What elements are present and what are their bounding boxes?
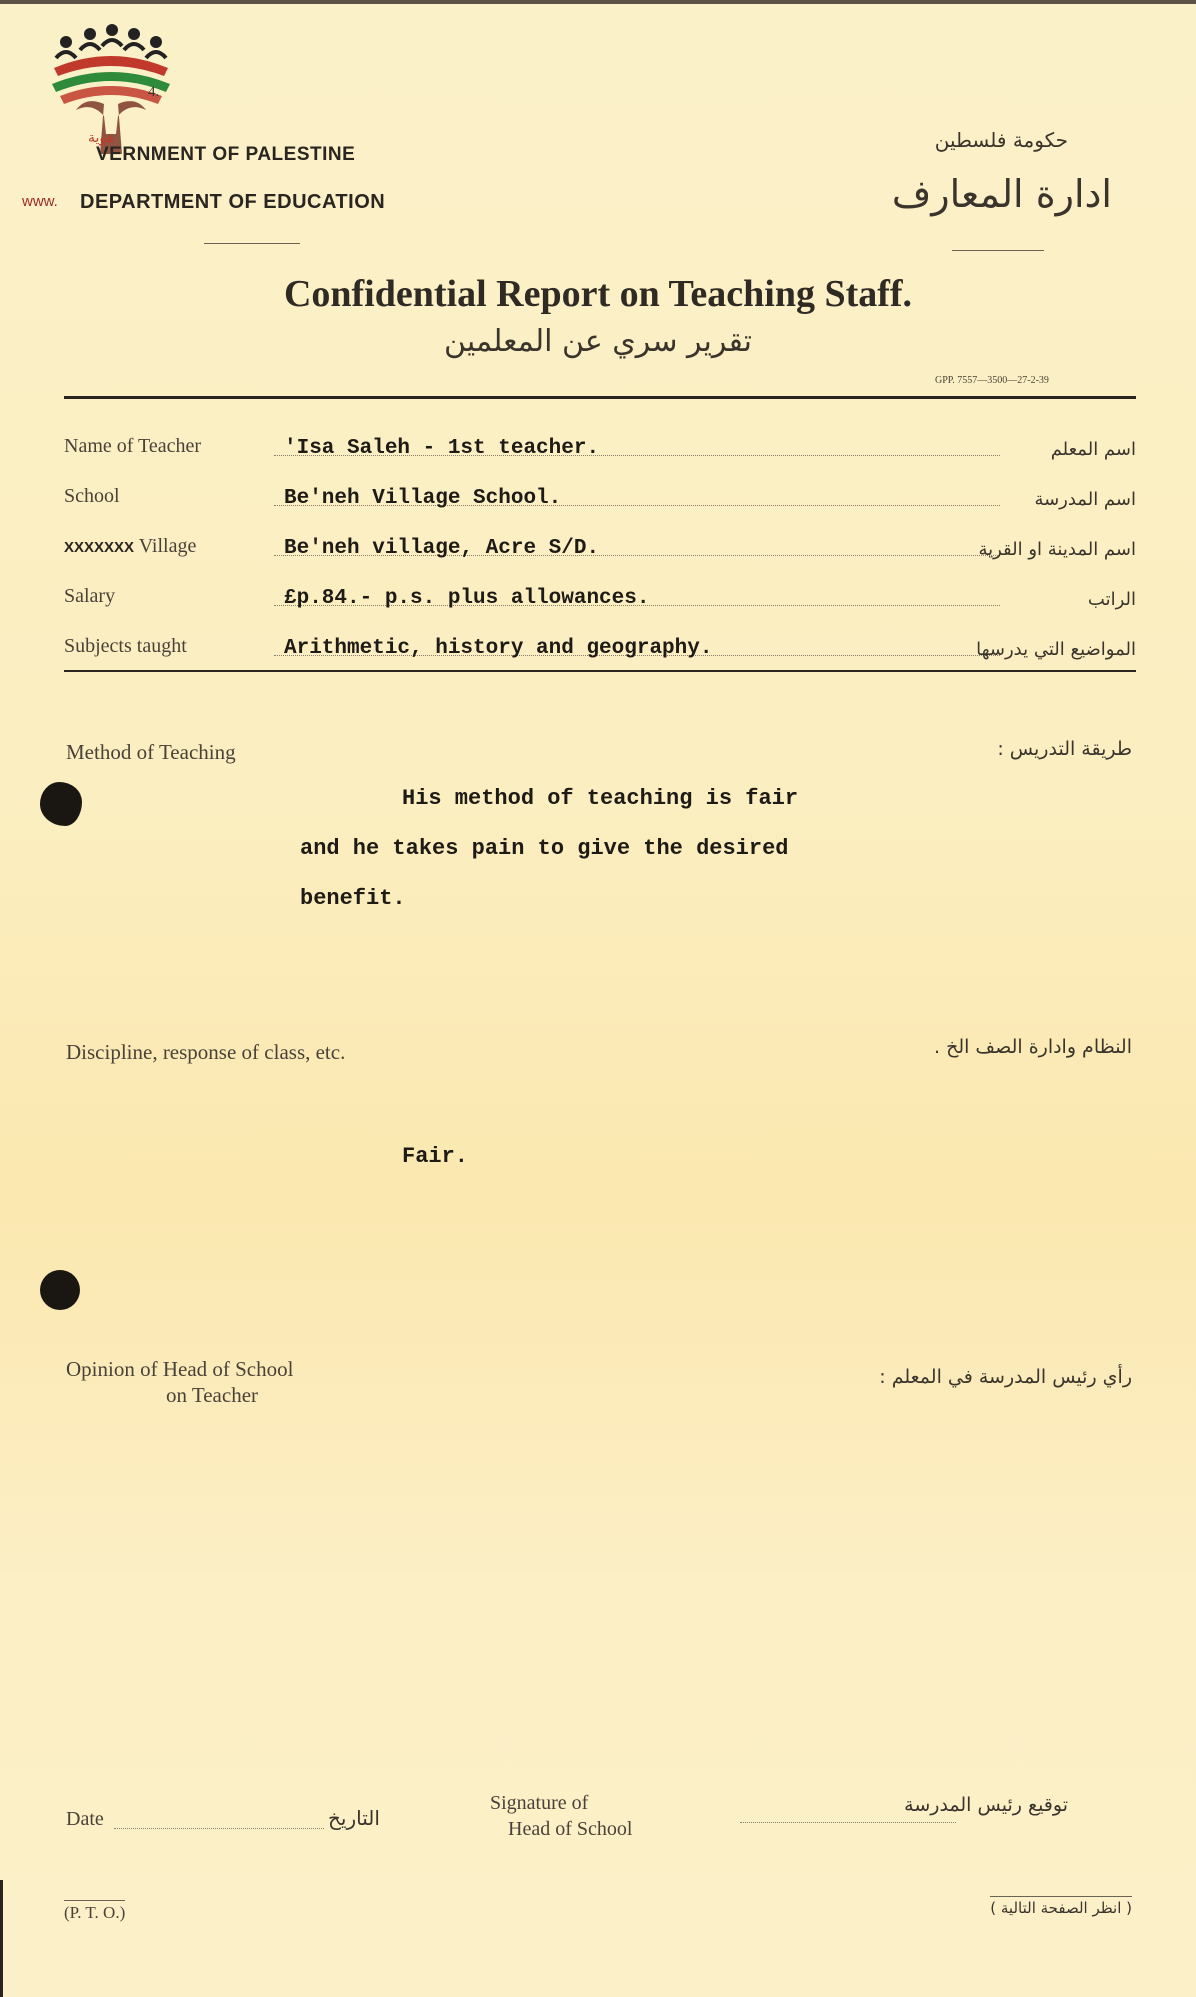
punch-hole-icon	[40, 1270, 80, 1310]
field-label-en	[64, 485, 120, 508]
field-label-text: Subjects taught	[64, 635, 187, 657]
opinion-label-en	[66, 1356, 293, 1408]
date-label-ar: التاريخ	[328, 1806, 380, 1830]
field-label-ar: اسم المعلم	[1050, 439, 1136, 460]
ink-blot-icon	[40, 782, 82, 826]
field-label-ar: اسم المدينة او القرية	[978, 539, 1136, 560]
method-line-3: benefit.	[300, 886, 406, 911]
struck-out-text: XXXXXXX	[64, 539, 135, 556]
field-value: Be'neh Village School.	[284, 487, 562, 510]
fields-top-rule	[64, 396, 1136, 399]
method-line-1: His method of teaching is fair	[402, 786, 799, 811]
field-label-en	[64, 635, 187, 658]
field-row-salary	[64, 578, 1136, 614]
svg-text:هوية: هوية	[88, 130, 115, 146]
field-label-ar: الراتب	[1087, 589, 1136, 610]
discipline-label-en: Discipline, response of class, etc.	[66, 1040, 346, 1064]
report-title-en: Confidential Report on Teaching Staff.	[283, 273, 913, 315]
date-dotted-line	[114, 1828, 324, 1829]
field-label-en	[64, 435, 201, 458]
field-value: 'Isa Saleh - 1st teacher.	[284, 437, 600, 460]
field-row-teacher	[64, 428, 1136, 464]
discipline-value: Fair.	[402, 1144, 469, 1169]
method-label-ar: طريقة التدريس :	[997, 738, 1132, 760]
government-title-ar: حكومة فلسطين	[934, 128, 1068, 152]
field-row-subjects	[64, 628, 1136, 664]
report-title-ar: تقرير سري عن المعلمين	[444, 324, 752, 359]
signature-label-en	[490, 1790, 632, 1842]
opinion-label-line-2: on Teacher	[166, 1383, 259, 1407]
pto-en: (P. T. O.)	[64, 1900, 125, 1923]
government-title-en: VERNMENT OF PALESTINE	[96, 144, 356, 165]
field-value: £p.84.- p.s. plus allowances.	[284, 587, 650, 610]
signature-label-line-1: Signature of	[490, 1792, 589, 1814]
discipline-label-ar: النظام وادارة الصف الخ .	[933, 1036, 1132, 1058]
page-left-edge	[0, 1880, 3, 1997]
opinion-label-ar: رأي رئيس المدرسة في المعلم :	[879, 1366, 1132, 1388]
divider-left	[204, 243, 300, 244]
field-label-en	[64, 585, 115, 608]
divider-right	[952, 250, 1044, 251]
watermark-prefix: www.	[22, 193, 58, 210]
method-line-2: and he takes pain to give the desired	[300, 836, 789, 861]
opinion-label-line-1: Opinion of Head of School	[66, 1357, 294, 1381]
method-label-en: Method of Teaching	[66, 740, 236, 764]
field-label-text: Name of Teacher	[64, 435, 202, 457]
field-row-village	[64, 528, 1136, 564]
department-title-en: DEPARTMENT OF EDUCATION	[80, 191, 386, 213]
pto-ar: ( انظر الصفحة التالية )	[990, 1896, 1132, 1917]
fields-bottom-rule	[64, 670, 1136, 672]
field-label-en	[64, 535, 196, 558]
field-label-text: Salary	[64, 585, 116, 607]
form-number-fragment: 4.	[148, 84, 160, 100]
form-code: GPP. 7557—3500—27-2-39	[935, 375, 1049, 386]
field-value: Be'neh village, Acre S/D.	[284, 537, 600, 560]
field-value: Arithmetic, history and geography.	[284, 637, 713, 660]
page-top-edge	[0, 0, 1196, 4]
field-row-school	[64, 478, 1136, 514]
date-label-en: Date	[66, 1808, 104, 1830]
field-label-text: School	[64, 485, 120, 507]
signature-dotted-line	[740, 1822, 956, 1823]
signature-label-ar: توقيع رئيس المدرسة	[904, 1794, 1068, 1816]
field-label-text: Village	[138, 535, 197, 557]
field-label-ar: اسم المدرسة	[1034, 489, 1136, 510]
signature-label-line-2: Head of School	[508, 1818, 633, 1840]
department-title-ar: ادارة المعارف	[891, 172, 1112, 216]
field-label-ar: المواضيع التي يدرسها	[976, 639, 1136, 660]
